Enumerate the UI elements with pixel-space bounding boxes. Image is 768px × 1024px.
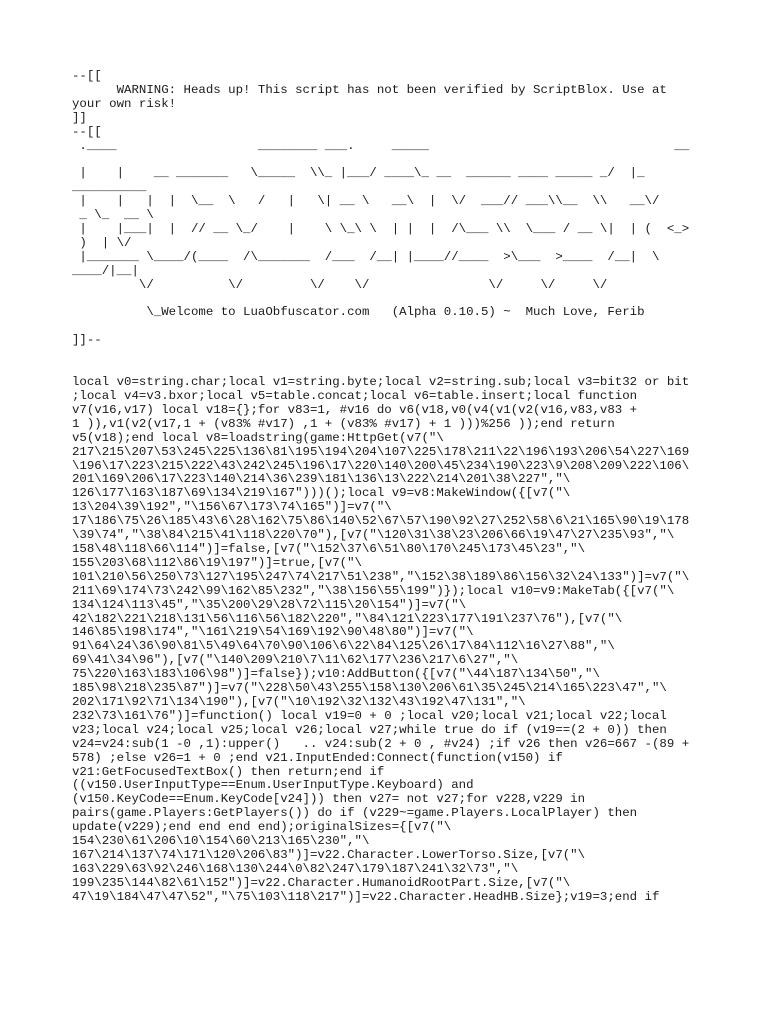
obfuscated-code-block: local v0=string.char;local v1=string.byte;local v2=string.sub;local v3=bit32 or bit ;local v4=v3.bxor;local v5=table.concat;local v6=table.insert;local function v7(v16,v17) local v18={};for v83=1, #v16 do v6(v18,v0(v4(v1(v2(v16,v83,v83 + 1 )),v1(v2(v17,1 + (v83% #v17) ,1 + (v83% #v17) + 1 )))%256 ));end return v5(v18);end local v8=loadstring(game:HttpGet(v7("\ 217\215\207\53\245\225\136\81\195\194\204\107\225\178\211\22\196\193\206\54\227\169 \196\17\223\215\222\43\242\245\196\17\220\140\200\45\234\190\223\9\208\209\222\106\ 201\169\206\17\223\140\214\36\239\181\136\13\222\214\201\38\227","\ 126\177\163\187\69\134\219\167")))();local v9=v8:MakeWindow({[v7("\ 13\204\39\192","\156\67\173\74\165")]=v7("\ 17\186\75\26\185\43\6\28\162\75\86\140\52\67\57\190\92\27\252\58\6\21\165\90\19\178 \39\74","\38\84\215\41\118\220\70"),[v7("\120\31\38\23\206\66\19\47\27\235\93","\ 158\48\118\66\114")]=false,[v7("\152\37\6\51\80\170\245\173\45\23","\ 155\203\68\112\86\19\197")]=true,[v7("\ 101\210\56\250\73\127\195\247\74\217\51\238","\152\38\189\86\156\32\24\133")]=v7("\ 211\69\174\73\242\99\162\85\232","\38\156\55\199")});local v10=v9:MakeTab({[v7("\ 134\124\113\45","\35\200\29\28\72\115\20\154")]=v7("\ 42\182\221\218\131\56\116\56\182\220","\84\121\223\177\191\237\76"),[v7("\ 146\85\198\174","\161\219\54\169\192\90\48\80")]=v7("\ 91\64\24\36\90\81\5\49\64\70\90\106\6\22\84\125\26\17\84\112\16\27\88","\ 69\41\34\96"),[v7("\140\209\210\7\11\62\177\236\217\6\27","\ 75\220\163\183\106\98")]=false});v10:AddButton({[v7("\44\187\134\50","\ 185\98\218\235\87")]=v7("\228\50\43\255\158\130\206\61\35\245\214\165\223\47","\ 202\171\92\71\134\190"),[v7("\10\192\32\132\43\192\47\131","\ 232\73\161\76")]=function() local v19=0 + 0 ;local v20;local v21;local v22;local v23;local v24;local v25;local v26;local v27;while true do if (v19==(2 + 0)) then v24=v24:sub(1 -0 ,1):upper() .. v24:sub(2 + 0 , #v24) ;if v26 then v26=667 -(89 + 578) ;else v26=1 + 0 ;end v21.InputEnded:Connect(function(v150) if v21:GetFocusedTextBox() then return;end if ((v150.UserInputType==Enum.UserInputType.Keyboard) and (v150.KeyCode==Enum.KeyCode[v24])) then v27= not v27;for v228,v229 in pairs(game.Players:GetPlayers()) do if (v229~=game.Players.LocalPlayer) then update(v229);end end end end);originalSizes={[v7("\ 154\230\61\206\10\154\60\213\165\230","\ 167\214\137\74\171\120\206\83")]=v22.Character.LowerTorso.Size,[v7("\ 163\229\63\92\246\168\130\244\0\82\247\179\187\241\32\73","\ 199\235\144\82\61\152")]=v22.Character.HumanoidRootPart.Size,[v7("\ 47\19\184\47\47\52","\75\103\118\217")]=v22.Character.HeadHB.Size};v19=3;end if — [72, 375, 690, 904]
document-page — [72, 70, 702, 905]
header-comment-block: --[[ WARNING: Heads up! This script has not been verified by ScriptBlox. Use at your own risk! ]] --[[ .____ ________ ___. _____ __ | | __ _______ \_____ \\_ |___/ ____\_ __ ______ ____ _____ _/ |_ __________ | | | | \__ \ / | \| __ \ __\ | \/ ___// ___\\__ \\ __\/ _ \_ __ \ | |___| | // __ \_/ | \ \_\ \ | | | /\___ \\ \___ / __ \| | ( <_> ) | \/ |_______ \____/(____ /\_______ /___ /__| |____//____ >\___ >____ /__| \ ____/|__| \/ \/ \/ \/ \/ \/ \/ \_Welcome to LuaObfuscator.com (Alpha 0.10.5) ~ Much Love, Ferib ]]-- — [72, 69, 690, 348]
